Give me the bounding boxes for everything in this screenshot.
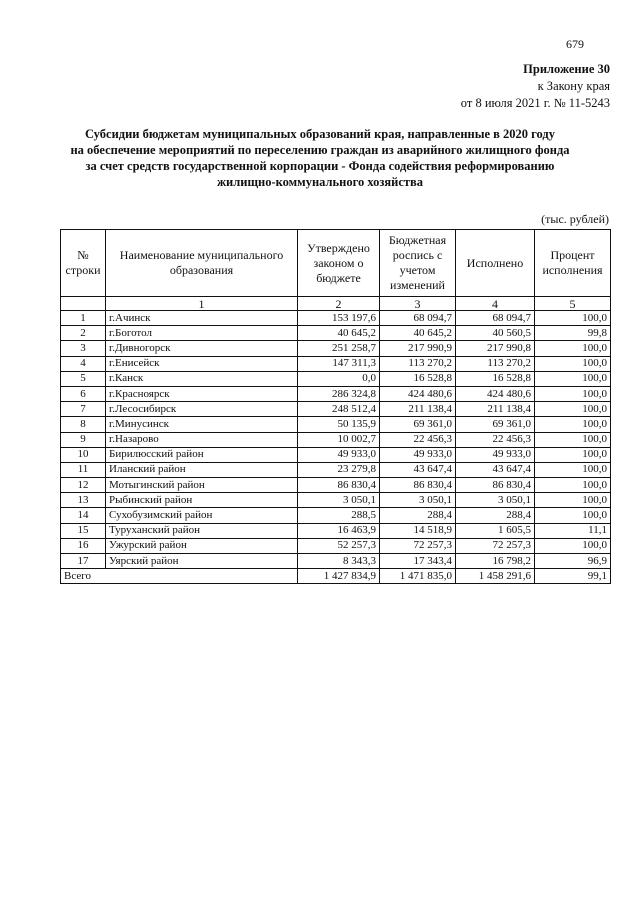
executed-amount: 22 456,3: [456, 432, 535, 447]
header-percent: Процент исполнения: [535, 230, 611, 297]
executed-amount: 424 480,6: [456, 386, 535, 401]
municipality-name: Мотыгинский район: [106, 478, 298, 493]
row-number: 9: [61, 432, 106, 447]
municipality-name: г.Лесосибирск: [106, 402, 298, 417]
table-row: [61, 371, 611, 386]
header-approved: Утверждено законом о бюджете: [298, 230, 380, 297]
executed-amount: 49 933,0: [456, 447, 535, 462]
budget-amount: 68 094,7: [380, 311, 456, 326]
municipality-name: г.Боготол: [106, 326, 298, 341]
table-row: [61, 538, 611, 553]
table-row: [61, 554, 611, 569]
approved-amount: 10 002,7: [298, 432, 380, 447]
table-row: [61, 478, 611, 493]
budget-amount: 424 480,6: [380, 386, 456, 401]
table-row: [61, 523, 611, 538]
table-row: [61, 508, 611, 523]
table-row: [61, 311, 611, 326]
budget-amount: 86 830,4: [380, 478, 456, 493]
table-row: [61, 386, 611, 401]
approved-amount: 288,5: [298, 508, 380, 523]
municipality-name: г.Минусинск: [106, 417, 298, 432]
execution-percent: 100,0: [535, 402, 611, 417]
row-number: 12: [61, 478, 106, 493]
col-number-3: 3: [380, 297, 456, 311]
table-row: [61, 402, 611, 417]
municipality-name: Иланский район: [106, 462, 298, 477]
row-number: 3: [61, 341, 106, 356]
subsidies-table: [60, 229, 611, 584]
budget-amount: 14 518,9: [380, 523, 456, 538]
executed-amount: 211 138,4: [456, 402, 535, 417]
approved-amount: 286 324,8: [298, 386, 380, 401]
row-number: 16: [61, 538, 106, 553]
budget-amount: 40 645,2: [380, 326, 456, 341]
total-label: Всего: [61, 569, 298, 584]
execution-percent: 100,0: [535, 371, 611, 386]
table-row: [61, 341, 611, 356]
execution-percent: 100,0: [535, 447, 611, 462]
execution-percent: 100,0: [535, 493, 611, 508]
executed-amount: 40 560,5: [456, 326, 535, 341]
municipality-name: г.Канск: [106, 371, 298, 386]
table-body: [61, 311, 611, 569]
approved-amount: 50 135,9: [298, 417, 380, 432]
municipality-name: Ужурский район: [106, 538, 298, 553]
budget-amount: 17 343,4: [380, 554, 456, 569]
units-label: (тыс. рублей): [541, 212, 609, 226]
approved-amount: 40 645,2: [298, 326, 380, 341]
budget-amount: 49 933,0: [380, 447, 456, 462]
row-number: 7: [61, 402, 106, 417]
executed-amount: 16 798,2: [456, 554, 535, 569]
execution-percent: 100,0: [535, 478, 611, 493]
budget-amount: 288,4: [380, 508, 456, 523]
approved-amount: 86 830,4: [298, 478, 380, 493]
approved-amount: 0,0: [298, 371, 380, 386]
budget-amount: 22 456,3: [380, 432, 456, 447]
execution-percent: 100,0: [535, 341, 611, 356]
budget-amount: 211 138,4: [380, 402, 456, 417]
total-percent: 99,1: [535, 569, 611, 584]
total-approved: 1 427 834,9: [298, 569, 380, 584]
row-number: 15: [61, 523, 106, 538]
row-number: 10: [61, 447, 106, 462]
executed-amount: 1 605,5: [456, 523, 535, 538]
col-number-5: 5: [535, 297, 611, 311]
table-row: [61, 432, 611, 447]
execution-percent: 100,0: [535, 538, 611, 553]
executed-amount: 113 270,2: [456, 356, 535, 371]
municipality-name: г.Енисейск: [106, 356, 298, 371]
total-row: [61, 569, 611, 584]
municipality-name: Туруханский район: [106, 523, 298, 538]
row-number: 17: [61, 554, 106, 569]
total-budget: 1 471 835,0: [380, 569, 456, 584]
budget-amount: 69 361,0: [380, 417, 456, 432]
heading-line-2: на обеспечение мероприятий по переселению граждан из аварийного жилищного фонда: [70, 143, 570, 157]
municipality-name: Рыбинский район: [106, 493, 298, 508]
approved-amount: 23 279,8: [298, 462, 380, 477]
col-number-empty: [61, 297, 106, 311]
document-heading: [40, 126, 600, 190]
row-number: 13: [61, 493, 106, 508]
table-row: [61, 493, 611, 508]
header-budget: Бюджетная роспись с учетом изменений: [380, 230, 456, 297]
budget-amount: 72 257,3: [380, 538, 456, 553]
municipality-name: г.Назарово: [106, 432, 298, 447]
municipality-name: г.Ачинск: [106, 311, 298, 326]
executed-amount: 288,4: [456, 508, 535, 523]
budget-amount: 43 647,4: [380, 462, 456, 477]
execution-percent: 100,0: [535, 311, 611, 326]
execution-percent: 100,0: [535, 462, 611, 477]
header-num: № строки: [61, 230, 106, 297]
heading-line-4: жилищно-коммунального хозяйства: [216, 175, 424, 189]
municipality-name: Уярский район: [106, 554, 298, 569]
page-number: 679: [566, 37, 584, 51]
approved-amount: 49 933,0: [298, 447, 380, 462]
municipality-name: Бирилюсский район: [106, 447, 298, 462]
executed-amount: 86 830,4: [456, 478, 535, 493]
execution-percent: 99,8: [535, 326, 611, 341]
col-number-1: 1: [106, 297, 298, 311]
header-executed: Исполнено: [456, 230, 535, 297]
execution-percent: 100,0: [535, 386, 611, 401]
row-number: 4: [61, 356, 106, 371]
execution-percent: 100,0: [535, 508, 611, 523]
municipality-name: г.Красноярск: [106, 386, 298, 401]
executed-amount: 16 528,8: [456, 371, 535, 386]
execution-percent: 100,0: [535, 432, 611, 447]
appendix-law: к Закону края: [537, 79, 610, 93]
col-number-2: 2: [298, 297, 380, 311]
approved-amount: 153 197,6: [298, 311, 380, 326]
executed-amount: 68 094,7: [456, 311, 535, 326]
row-number: 14: [61, 508, 106, 523]
budget-amount: 113 270,2: [380, 356, 456, 371]
budget-amount: 217 990,9: [380, 341, 456, 356]
executed-amount: 69 361,0: [456, 417, 535, 432]
execution-percent: 100,0: [535, 417, 611, 432]
executed-amount: 3 050,1: [456, 493, 535, 508]
appendix-date: от 8 июля 2021 г. № 11-5243: [460, 96, 610, 110]
row-number: 5: [61, 371, 106, 386]
row-number: 6: [61, 386, 106, 401]
col-number-4: 4: [456, 297, 535, 311]
heading-line-3: за счет средств государственной корпорации - Фонда содействия реформированию: [85, 159, 555, 173]
municipality-name: г.Дивногорск: [106, 341, 298, 356]
approved-amount: 3 050,1: [298, 493, 380, 508]
header-name: Наименование муниципального образования: [106, 230, 298, 297]
total-executed: 1 458 291,6: [456, 569, 535, 584]
table-row: [61, 356, 611, 371]
execution-percent: 96,9: [535, 554, 611, 569]
budget-amount: 3 050,1: [380, 493, 456, 508]
executed-amount: 72 257,3: [456, 538, 535, 553]
municipality-name: Сухобузимский район: [106, 508, 298, 523]
table-row: [61, 462, 611, 477]
table-row: [61, 326, 611, 341]
executed-amount: 43 647,4: [456, 462, 535, 477]
column-number-row: [61, 297, 611, 311]
execution-percent: 100,0: [535, 356, 611, 371]
budget-amount: 16 528,8: [380, 371, 456, 386]
execution-percent: 11,1: [535, 523, 611, 538]
appendix-block: [461, 61, 610, 112]
heading-line-1: Субсидии бюджетам муниципальных образований края, направленные в 2020 году: [84, 127, 556, 141]
row-number: 1: [61, 311, 106, 326]
row-number: 8: [61, 417, 106, 432]
approved-amount: 147 311,3: [298, 356, 380, 371]
approved-amount: 52 257,3: [298, 538, 380, 553]
table-row: [61, 417, 611, 432]
approved-amount: 251 258,7: [298, 341, 380, 356]
approved-amount: 16 463,9: [298, 523, 380, 538]
approved-amount: 8 343,3: [298, 554, 380, 569]
executed-amount: 217 990,8: [456, 341, 535, 356]
row-number: 2: [61, 326, 106, 341]
approved-amount: 248 512,4: [298, 402, 380, 417]
appendix-title: Приложение 30: [523, 62, 610, 76]
row-number: 11: [61, 462, 106, 477]
header-row: [61, 230, 611, 297]
table-row: [61, 447, 611, 462]
